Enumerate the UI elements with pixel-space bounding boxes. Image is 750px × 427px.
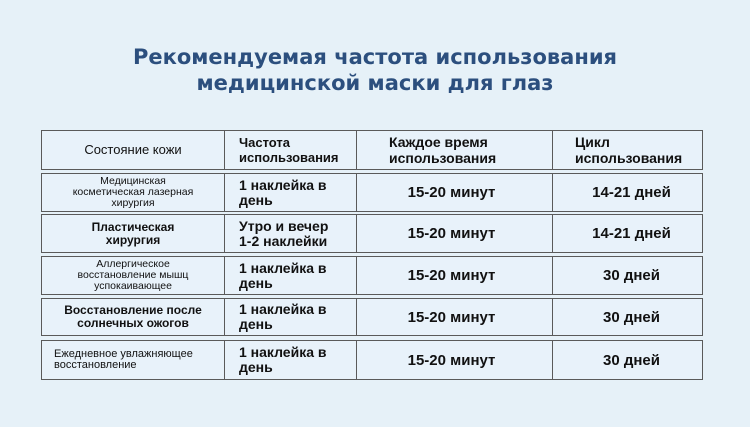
skin-text: хирургия bbox=[105, 232, 161, 247]
skin-text: солнечных ожогов bbox=[77, 316, 189, 330]
table-row bbox=[41, 256, 703, 295]
table-row bbox=[41, 214, 703, 253]
freq-text: 1 наклейка в bbox=[239, 301, 327, 317]
time-cell: 15-20 минут bbox=[356, 257, 552, 294]
header-time-cell bbox=[356, 131, 552, 169]
time-cell: 15-20 минут bbox=[356, 215, 552, 252]
header-cycle-cell bbox=[552, 131, 704, 169]
header-freq-cell bbox=[224, 131, 356, 169]
cycle-cell: 30 дней bbox=[552, 257, 704, 294]
skin-text: Пластическая bbox=[91, 219, 175, 234]
freq-text: день bbox=[239, 316, 273, 332]
freq-text: 1-2 наклейки bbox=[239, 232, 328, 249]
header-freq-line-1: Частота bbox=[239, 135, 291, 150]
freq-text: день bbox=[239, 359, 273, 375]
skin-cell bbox=[42, 215, 224, 252]
freq-text: 1 наклейка в bbox=[239, 344, 327, 360]
title-line-1: Рекомендуемая частота использования bbox=[132, 45, 618, 69]
table-row bbox=[41, 340, 703, 380]
freq-cell bbox=[224, 174, 356, 211]
freq-text: Утро и вечер bbox=[239, 217, 329, 234]
page-title bbox=[0, 44, 750, 96]
freq-cell bbox=[224, 299, 356, 335]
skin-cell bbox=[42, 257, 224, 294]
skin-text: Восстановление после bbox=[64, 303, 202, 317]
table-row bbox=[41, 298, 703, 336]
skin-text: Ежедневное увлажняющее bbox=[54, 348, 193, 360]
time-cell: 15-20 минут bbox=[356, 174, 552, 211]
freq-text: день bbox=[239, 274, 273, 291]
header-freq-line-2: использования bbox=[239, 150, 339, 165]
header-skin-label: Состояние кожи bbox=[84, 142, 182, 157]
cycle-cell: 14-21 дней bbox=[552, 215, 704, 252]
cycle-cell: 14-21 дней bbox=[552, 174, 704, 211]
header-cycle-line-2: использования bbox=[575, 150, 683, 166]
freq-cell bbox=[224, 341, 356, 379]
table-header-row bbox=[41, 130, 703, 170]
header-time-line-1: Каждое время bbox=[389, 134, 488, 150]
skin-cell bbox=[42, 341, 224, 379]
freq-text: 1 наклейка в bbox=[239, 176, 327, 193]
time-cell: 15-20 минут bbox=[356, 341, 552, 379]
cycle-cell: 30 дней bbox=[552, 299, 704, 335]
freq-text: день bbox=[239, 191, 273, 208]
skin-text: Аллергическое bbox=[96, 258, 170, 270]
header-skin-cell bbox=[42, 131, 224, 169]
time-cell: 15-20 минут bbox=[356, 299, 552, 335]
header-cycle-line-1: Цикл bbox=[575, 134, 610, 150]
freq-text: 1 наклейка в bbox=[239, 259, 327, 276]
title-line-2: медицинской маски для глаз bbox=[196, 71, 554, 95]
cycle-cell: 30 дней bbox=[552, 341, 704, 379]
skin-text: восстановление мышц bbox=[77, 269, 189, 281]
skin-text: Медицинская bbox=[100, 175, 166, 187]
skin-text: успокаивающее bbox=[94, 280, 172, 292]
skin-text: косметическая лазерная bbox=[72, 186, 194, 198]
freq-cell bbox=[224, 257, 356, 294]
header-time-line-2: использования bbox=[389, 150, 497, 166]
skin-cell bbox=[42, 174, 224, 211]
skin-text: восстановление bbox=[54, 359, 137, 371]
freq-cell bbox=[224, 215, 356, 252]
table-row bbox=[41, 173, 703, 212]
skin-cell bbox=[42, 299, 224, 335]
skin-text: хирургия bbox=[111, 197, 155, 209]
